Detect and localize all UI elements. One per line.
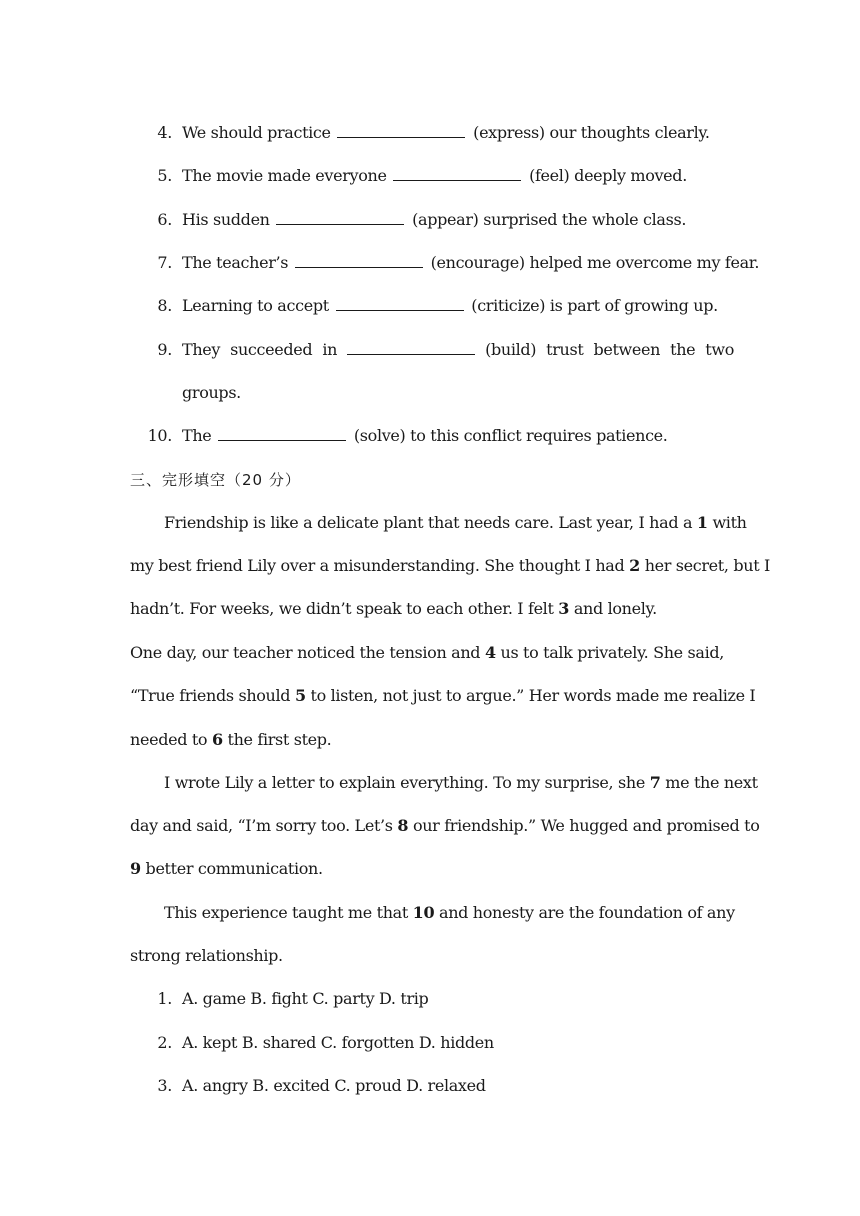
item-text-before: The <box>182 426 212 445</box>
item-word: trust <box>546 340 584 359</box>
item-text-after: (solve) to this conflict requires patience. <box>353 426 668 445</box>
answer-blank[interactable] <box>393 166 521 181</box>
passage-line <box>130 599 734 619</box>
passage-line <box>130 859 734 879</box>
blank-number: 10 <box>412 903 435 922</box>
blank-number: 8 <box>397 816 409 835</box>
item-text-before: The teacher’s <box>182 253 289 272</box>
item-text-before: The movie made everyone <box>182 166 387 185</box>
passage-text: I wrote Lily a letter to explain everything. To my surprise, she <box>164 773 645 792</box>
option-text: A. kept B. shared C. forgotten D. hidden <box>182 1033 494 1052</box>
passage-text: her secret, but I <box>644 556 770 575</box>
item-number: 6. <box>157 210 172 229</box>
option-number: 3. <box>157 1076 172 1095</box>
item-text-after: (express) our thoughts clearly. <box>473 123 710 142</box>
item-text-after: (criticize) is part of growing up. <box>471 296 718 315</box>
item-text-before: Learning to accept <box>182 296 329 315</box>
option-text: A. angry B. excited C. proud D. relaxed <box>182 1076 486 1095</box>
passage-line <box>130 816 760 836</box>
blank-number: 3 <box>558 599 570 618</box>
item-text-after: (encourage) helped me overcome my fear. <box>430 253 760 272</box>
item-number: 10. <box>147 426 172 445</box>
blank-number: 7 <box>649 773 661 792</box>
passage-line <box>130 556 770 576</box>
item-word: (build) <box>485 340 537 359</box>
passage-line <box>130 686 756 706</box>
passage-text: hadn’t. For weeks, we didn’t speak to each other. I felt <box>130 599 554 618</box>
item-number: 7. <box>157 253 172 272</box>
passage-text: with <box>712 513 747 532</box>
passage-line <box>164 773 758 793</box>
item-word: between <box>593 340 661 359</box>
passage-text: to listen, not just to argue.” Her words made me realize I <box>310 686 756 705</box>
passage-text: me the next <box>665 773 758 792</box>
answer-blank[interactable] <box>336 296 464 311</box>
passage-line <box>130 643 734 663</box>
item-number: 8. <box>157 296 172 315</box>
passage-line <box>164 903 734 923</box>
passage-text: better communication. <box>145 859 323 878</box>
blank-number: 9 <box>130 859 141 878</box>
passage-text: Friendship is like a delicate plant that needs care. Last year, I had a <box>164 513 693 532</box>
passage-text: and honesty are the foundation of any <box>439 903 735 922</box>
blank-number: 2 <box>629 556 640 575</box>
item-word: succeeded <box>230 340 313 359</box>
option-text: A. game B. fight C. party D. trip <box>182 989 429 1008</box>
passage-text: This experience taught me that <box>164 903 408 922</box>
item-continuation: groups. <box>182 383 241 402</box>
item-number: 9. <box>157 340 172 359</box>
item-text-after: (appear) surprised the whole class. <box>412 210 687 229</box>
passage-text: us to talk privately. She said, <box>500 643 724 662</box>
blank-number: 4 <box>484 643 496 662</box>
option-number: 1. <box>157 989 172 1008</box>
passage-text: and lonely. <box>573 599 657 618</box>
item-number: 4. <box>157 123 172 142</box>
answer-blank[interactable] <box>347 340 475 355</box>
item-word: the <box>670 340 696 359</box>
blank-number: 6 <box>211 730 223 749</box>
passage-text: “True friends should <box>130 686 291 705</box>
answer-blank[interactable] <box>218 426 346 441</box>
passage-text: our friendship.” We hugged and promised to <box>412 816 760 835</box>
answer-blank[interactable] <box>276 210 404 225</box>
item-number: 5. <box>157 166 172 185</box>
passage-line <box>130 730 734 750</box>
item-word: in <box>322 340 338 359</box>
blank-number: 5 <box>294 686 306 705</box>
passage-line <box>164 513 747 533</box>
option-number: 2. <box>157 1033 172 1052</box>
passage-text: the first step. <box>227 730 332 749</box>
blank-number: 1 <box>696 513 708 532</box>
passage-text: needed to <box>130 730 208 749</box>
section-heading: 三、完形填空（20 分） <box>130 471 301 489</box>
passage-text: day and said, “I’m sorry too. Let’s <box>130 816 393 835</box>
item-word: two <box>705 340 734 359</box>
item-text-before: We should practice <box>182 123 331 142</box>
passage-text: my best friend Lily over a misunderstanding. She thought I had <box>130 556 625 575</box>
item-text-before: His sudden <box>182 210 270 229</box>
passage-text: One day, our teacher noticed the tension and <box>130 643 481 662</box>
answer-blank[interactable] <box>295 253 423 268</box>
item-text-after: (feel) deeply moved. <box>529 166 687 185</box>
item-word: They <box>182 340 221 359</box>
answer-blank[interactable] <box>337 123 465 138</box>
passage-line: strong relationship. <box>130 946 283 965</box>
